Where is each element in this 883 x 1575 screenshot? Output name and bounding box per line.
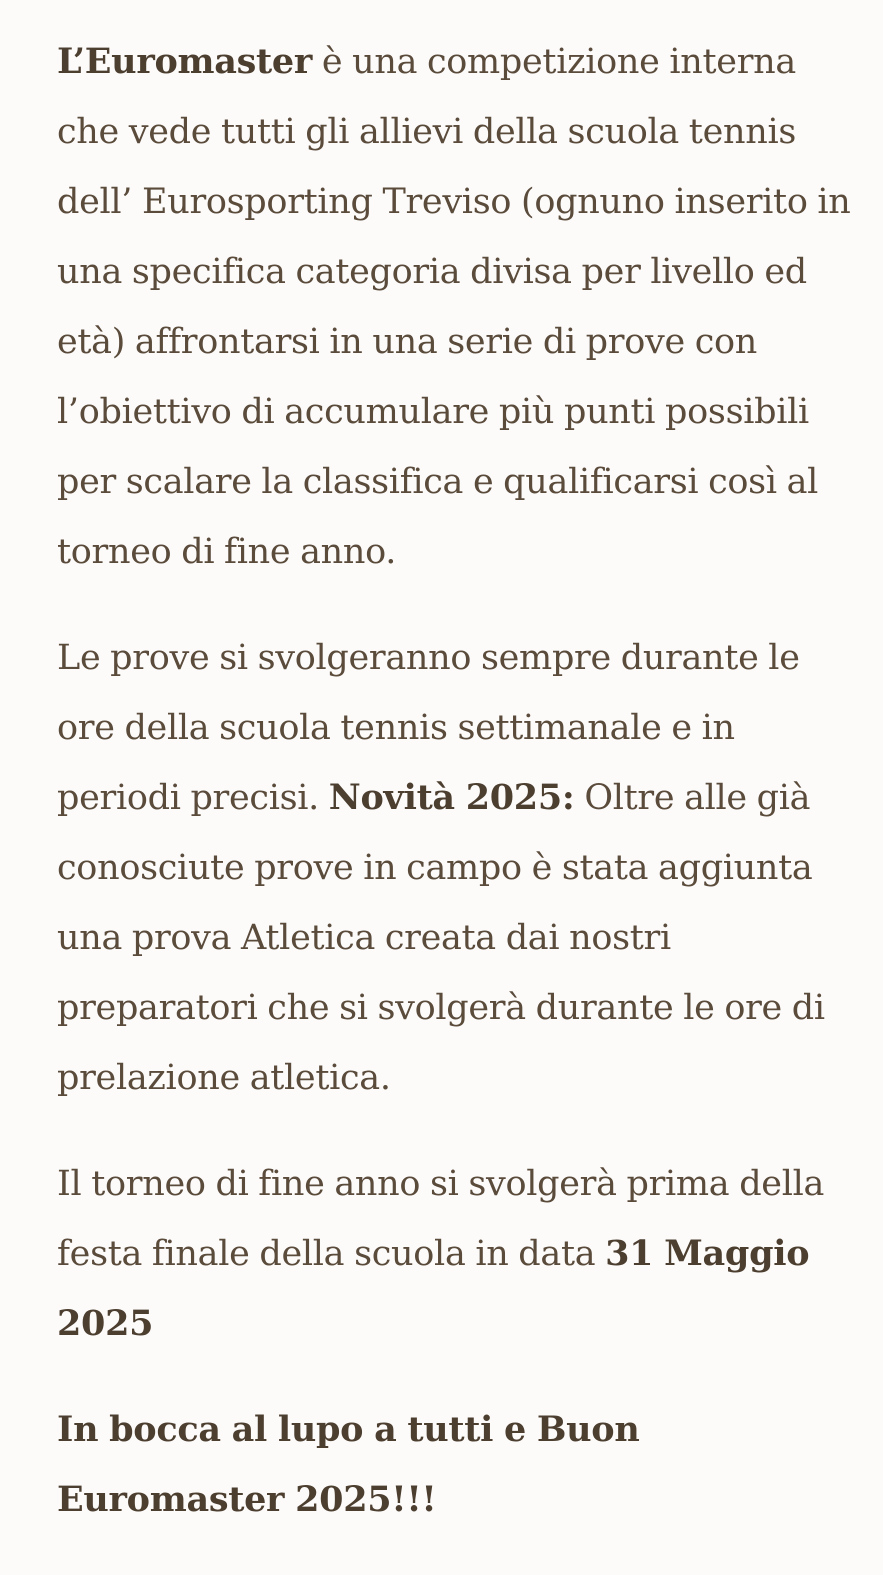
tests-text-after: Oltre alle già conosciute prove in campo è stata aggiunta una prova Atletica creata dai nostri preparatori che si svolgerà durante le ore di prelazione atletica. (57, 778, 825, 1098)
news-2025-label: Novità 2025: (328, 777, 575, 818)
tests-paragraph (57, 623, 865, 1113)
euromaster-title: L’Euromaster (57, 41, 313, 82)
intro-text: è una competizione interna che vede tutti gli allievi della scuola tennis dell’ Eurosporting Treviso (ognuno inserito in una specifica categoria divisa per livello ed età) affrontarsi in una serie di prove con l’obiettivo di accumulare più punti possibili per scalare la classifica e qualificarsi così al torneo di fine anno. (57, 42, 851, 572)
closing-wish: In bocca al lupo a tutti e Buon Euromaster 2025!!! (57, 1409, 640, 1520)
closing-paragraph (57, 1395, 865, 1535)
tournament-paragraph (57, 1149, 865, 1359)
tournament-date: 31 Maggio 2025 (57, 1233, 810, 1344)
intro-paragraph (57, 27, 865, 587)
tests-text-before: Le prove si svolgeranno sempre durante le ore della scuola tennis settimanale e in periodi precisi. (57, 638, 800, 818)
tournament-text: Il torneo di fine anno si svolgerà prima della festa finale della scuola in data (57, 1164, 825, 1274)
